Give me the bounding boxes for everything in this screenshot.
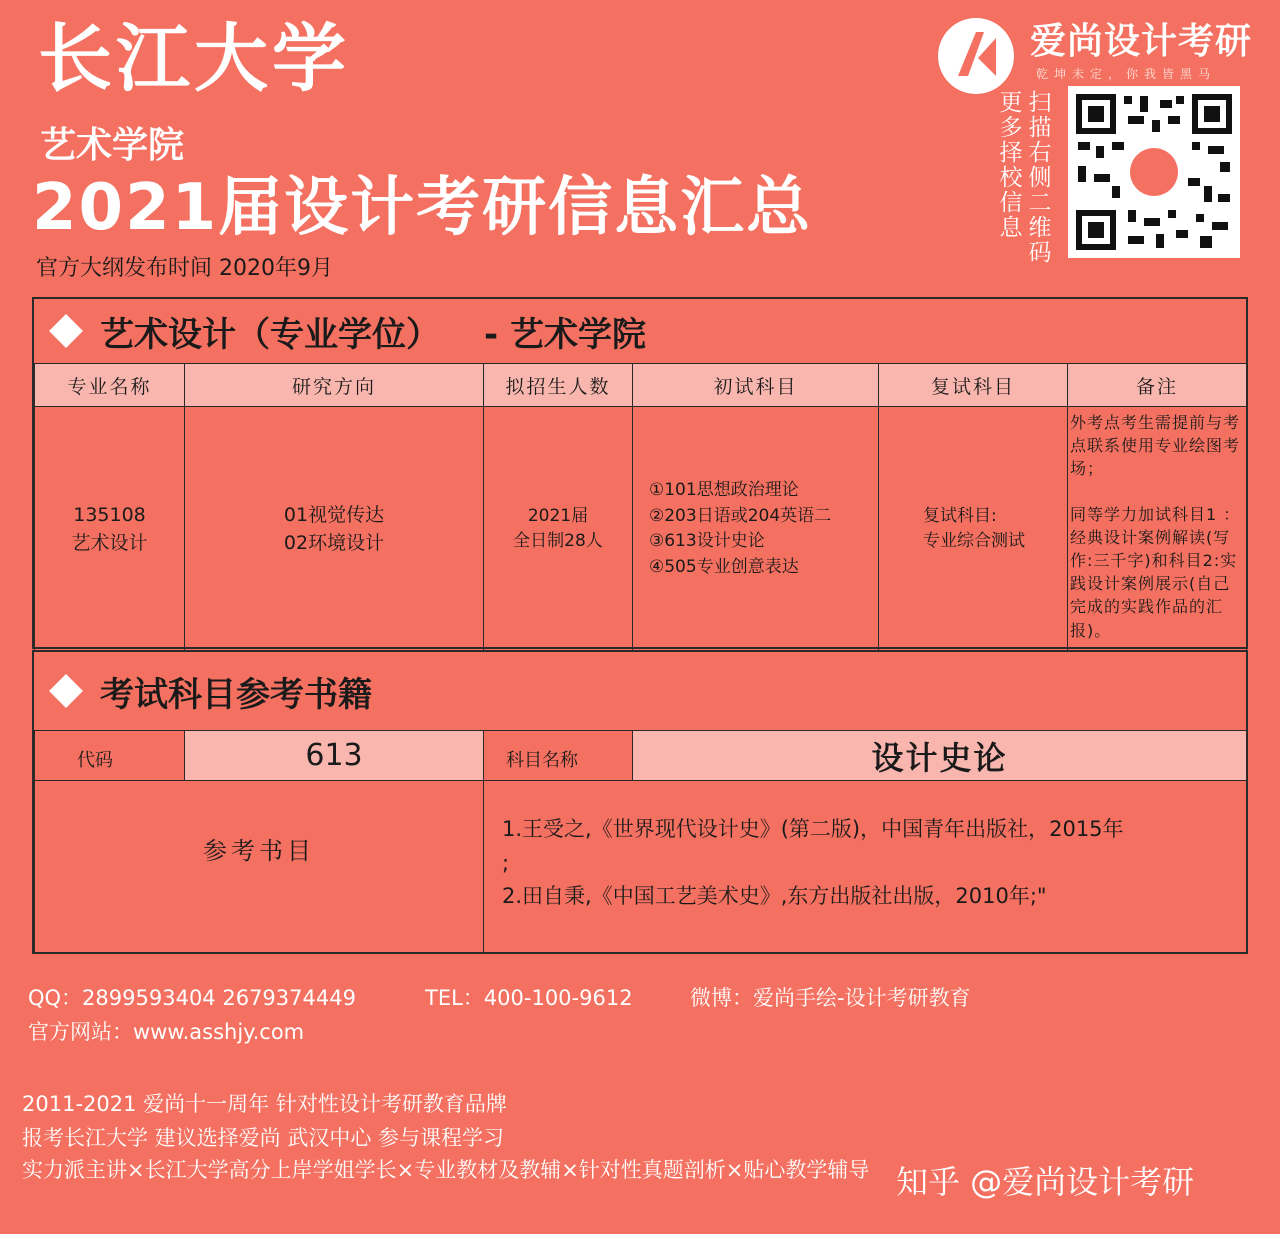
university-name: 长江大学 [38,16,350,102]
subject-value: 设计史论 [633,731,1247,781]
promo-line: 报考长江大学 建议选择爱尚 武汉中心 参与课程学习 [22,1126,505,1150]
reference-table [34,730,1247,953]
note-item: 外考点考生需提前与考点联系使用专业绘图考场； [1070,413,1241,479]
major-code: 135108 [73,503,146,526]
exam-item: ②203日语或204英语二 [649,505,832,526]
reference-item: 2.田自秉,《中国工艺美术史》,东方出版社出版，2010年;" [502,884,1047,909]
note-item: 同等学力加试科目1 ：经典设计案例解读(写作:三千字)和科目2:实践设计案例展示(自己完成的实践作品的汇报)。 [1070,504,1241,640]
promo-line: 实力派主讲×长江大学高分上岸学姐学长×专业教材及教辅×针对性真题剖析×贴心教学辅导 [22,1158,870,1182]
contact-weibo: 微博：爱尚手绘-设计考研教育 [690,986,971,1010]
enrollment-count: 全日制28人 [513,531,603,551]
retest-subject: 专业综合测试 [923,531,1025,551]
college-name: 艺术学院 [40,125,185,166]
major-cell [35,407,185,652]
note-spacer [1070,481,1244,503]
brand-logo-icon [938,18,1014,94]
program-table [34,363,1247,652]
reference-section [32,650,1248,954]
zhihu-watermark: 知乎 @爱尚设计考研 [896,1163,1195,1201]
references-row [35,781,1247,953]
exam-item: ③613设计史论 [649,531,765,551]
scan-instruction-2: 更多择校信息 [995,90,1022,240]
direction-item: 01视觉传达 [283,503,385,526]
direction-item: 02环境设计 [283,532,385,554]
brand-slogan: 乾坤未定，你我皆黑马 [1036,67,1217,81]
qr-code-icon[interactable] [1068,86,1240,258]
code-row [35,731,1247,781]
contact-qq: QQ：2899593404 2679374449 [28,986,356,1010]
exam-item: ①101思想政治理论 [649,480,799,500]
major-name: 艺术设计 [71,532,148,554]
reference-list [484,781,1247,953]
reference-item: 1.王受之,《世界现代设计史》(第二版)，中国青年出版社，2015年 [502,817,1124,841]
contact-tel: TEL：400-100-9612 [425,986,633,1010]
exam-item: ④505专业创意表达 [649,556,799,577]
website-link[interactable]: 官方网站：www.asshjy.com [28,1020,305,1044]
code-label: 代码 [35,731,185,781]
column-header: 研究方向 [185,364,484,407]
directions-cell [185,407,484,652]
brand-name: 爱尚设计考研 [1030,21,1253,62]
enrollment-year: 2021届 [527,505,589,526]
program-section-title: 艺术设计（专业学位） [100,314,440,355]
diamond-icon [49,314,83,348]
diamond-icon [49,674,83,708]
code-value: 613 [185,731,484,781]
program-section-suffix: - 艺术学院 [484,314,646,355]
reference-item: ; [502,850,510,875]
reference-label: 参考书目 [35,781,484,953]
enrollment-cell [484,407,633,652]
initial-exams-cell [633,407,879,652]
retest-cell [879,407,1068,652]
column-header: 拟招生人数 [484,364,633,407]
subject-label: 科目名称 [484,731,633,781]
retest-label: 复试科目: [923,505,997,526]
notes-cell [1068,407,1247,652]
reference-section-header [34,652,1246,730]
table-header-row [35,364,1247,407]
promo-line: 2011-2021 爱尚十一周年 针对性设计考研教育品牌 [22,1092,507,1116]
release-note: 官方大纲发布时间 2020年9月 [36,256,333,281]
column-header: 复试科目 [879,364,1068,407]
program-section [32,297,1248,649]
column-header: 备注 [1068,364,1247,407]
reference-section-title: 考试科目参考书籍 [100,674,372,715]
table-row [35,407,1247,652]
page-title: 2021届设计考研信息汇总 [32,171,813,245]
scan-instruction: 扫描右侧二维码 [1024,90,1051,265]
program-section-header [34,299,1246,363]
column-header: 初试科目 [633,364,879,407]
column-header: 专业名称 [35,364,185,407]
